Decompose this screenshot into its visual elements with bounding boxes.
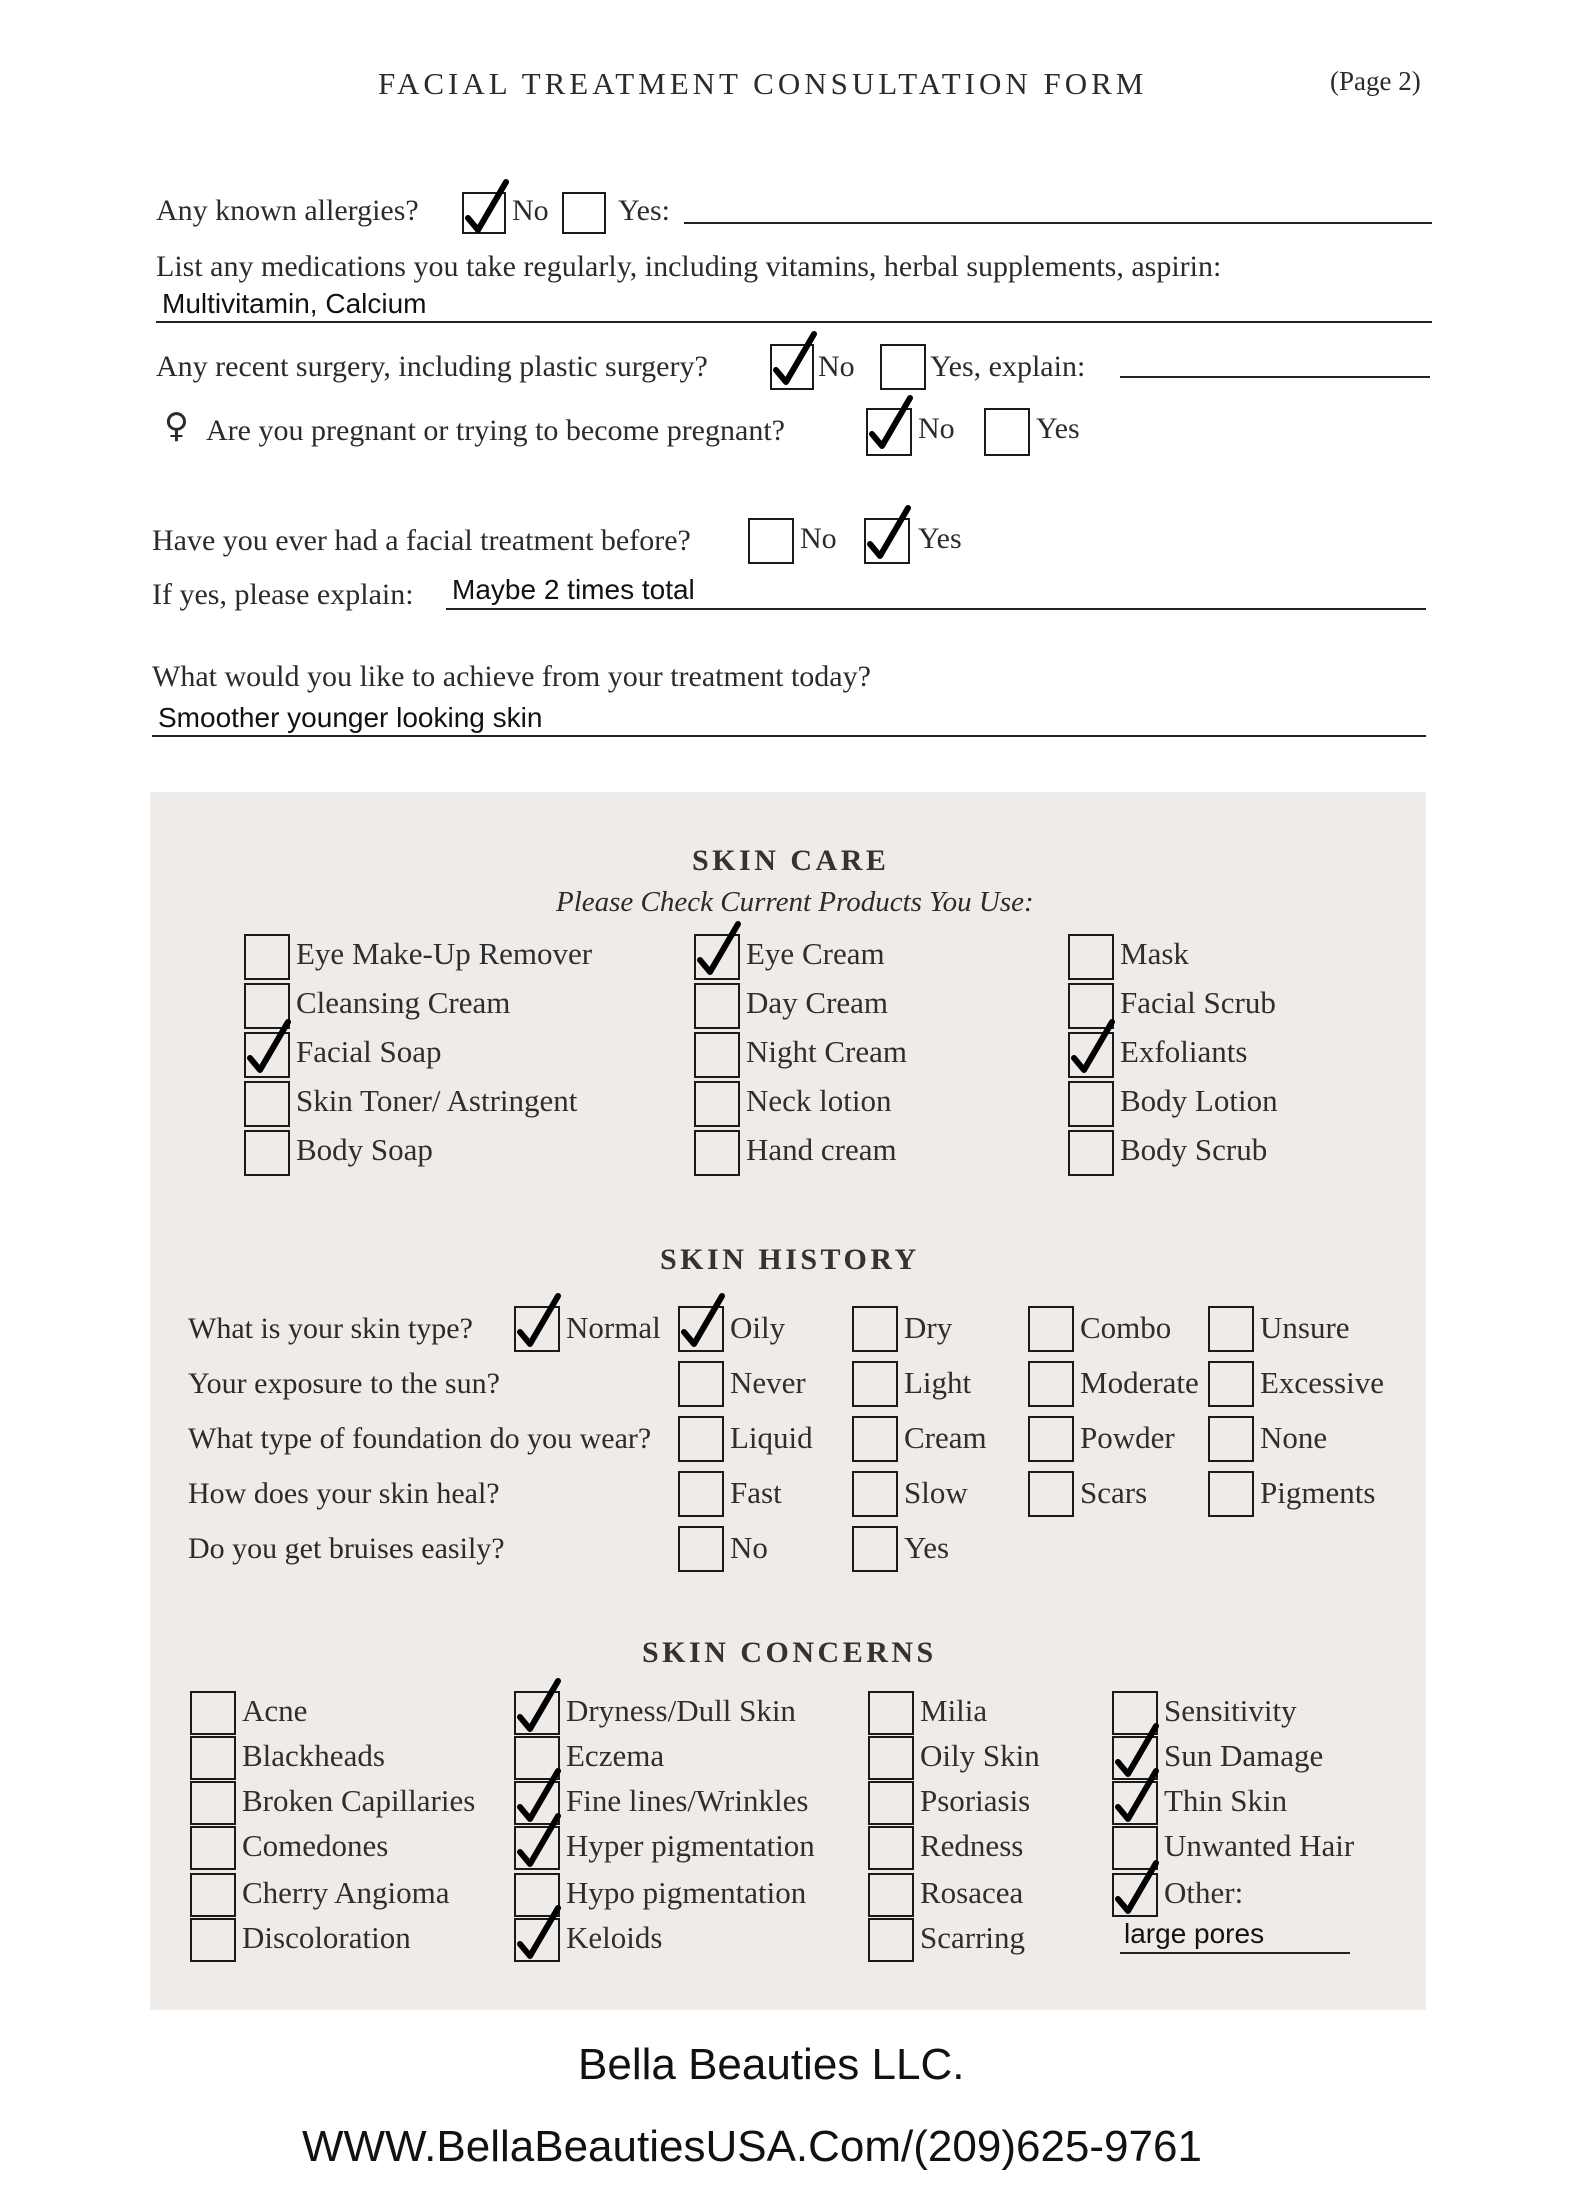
allergies-yes-label: Yes:	[618, 194, 670, 227]
care-body-scrub-label: Body Scrub	[1120, 1132, 1268, 1167]
checkmark-icon	[866, 394, 916, 454]
history-yes-checkbox[interactable]	[852, 1526, 898, 1572]
concern-scarring-checkbox[interactable]	[868, 1918, 914, 1962]
concern-sun-damage-label: Sun Damage	[1164, 1738, 1324, 1773]
explain-label: If yes, please explain:	[152, 578, 414, 611]
surgery-no-label: No	[818, 350, 855, 383]
history-unsure-label: Unsure	[1260, 1310, 1350, 1345]
concern-eczema-label: Eczema	[566, 1738, 665, 1773]
concern-psoriasis-label: Psoriasis	[920, 1783, 1031, 1818]
medications-answer[interactable]: Multivitamin, Calcium	[162, 288, 427, 319]
concern-discoloration-label: Discoloration	[242, 1920, 411, 1955]
history-excessive-label: Excessive	[1260, 1365, 1384, 1400]
skin-care-subtitle: Please Check Current Products You Use:	[556, 886, 1034, 918]
company-contact: WWW.BellaBeautiesUSA.Com/(209)625-9761	[302, 2122, 1202, 2171]
concern-milia-checkbox[interactable]	[868, 1691, 914, 1735]
history-moderate-checkbox[interactable]	[1028, 1361, 1074, 1407]
care-eye-cream-label: Eye Cream	[746, 936, 885, 971]
concern-hyper-pigmentation-label: Hyper pigmentation	[566, 1828, 815, 1863]
checkmark-icon	[514, 1904, 564, 1964]
history-slow-checkbox[interactable]	[852, 1471, 898, 1517]
concern-thin-skin-label: Thin Skin	[1164, 1783, 1288, 1818]
female-icon: ♀	[164, 406, 189, 446]
care-skin-toner-astringent-label: Skin Toner/ Astringent	[296, 1083, 578, 1118]
other-field-line	[1120, 1952, 1350, 1954]
history-question-5: Do you get bruises easily?	[188, 1532, 505, 1565]
surgery-yes-label: Yes, explain:	[930, 350, 1086, 383]
skin-history-title: SKIN HISTORY	[660, 1243, 920, 1276]
checkmark-icon	[514, 1292, 564, 1352]
concern-keloids-label: Keloids	[566, 1920, 663, 1955]
history-combo-checkbox[interactable]	[1028, 1306, 1074, 1352]
care-cleansing-cream-label: Cleansing Cream	[296, 985, 511, 1020]
history-light-checkbox[interactable]	[852, 1361, 898, 1407]
explain-field-line	[446, 608, 1426, 610]
pregnant-no-checkbox[interactable]	[866, 408, 912, 456]
concern-dryness-dull-skin-checkbox[interactable]	[514, 1691, 560, 1735]
explain-answer[interactable]: Maybe 2 times total	[452, 574, 695, 605]
history-never-label: Never	[730, 1365, 806, 1400]
facial-before-label: Have you ever had a facial treatment before?	[152, 524, 691, 557]
history-normal-label: Normal	[566, 1310, 661, 1345]
concern-oily-skin-checkbox[interactable]	[868, 1736, 914, 1780]
achieve-answer[interactable]: Smoother younger looking skin	[158, 702, 543, 733]
care-facial-scrub-label: Facial Scrub	[1120, 985, 1276, 1020]
concern-sensitivity-label: Sensitivity	[1164, 1693, 1297, 1728]
surgery-no-checkbox[interactable]	[770, 344, 814, 390]
care-exfoliants-label: Exfoliants	[1120, 1034, 1248, 1069]
care-body-scrub-checkbox[interactable]	[1068, 1130, 1114, 1176]
care-eye-cream-checkbox[interactable]	[694, 934, 740, 980]
history-yes-label: Yes	[904, 1530, 950, 1565]
history-liquid-checkbox[interactable]	[678, 1416, 724, 1462]
history-question-3: What type of foundation do you wear?	[188, 1422, 652, 1455]
care-body-lotion-checkbox[interactable]	[1068, 1081, 1114, 1127]
care-eye-make-up-remover-label: Eye Make-Up Remover	[296, 936, 593, 971]
history-moderate-label: Moderate	[1080, 1365, 1199, 1400]
facial-before-yes-checkbox[interactable]	[864, 518, 910, 564]
history-none-checkbox[interactable]	[1208, 1416, 1254, 1462]
history-slow-label: Slow	[904, 1475, 968, 1510]
history-oily-label: Oily	[730, 1310, 786, 1345]
concern-psoriasis-checkbox[interactable]	[868, 1781, 914, 1825]
history-liquid-label: Liquid	[730, 1420, 813, 1455]
concern-acne-label: Acne	[242, 1693, 308, 1728]
care-mask-checkbox[interactable]	[1068, 934, 1114, 980]
allergies-no-label: No	[512, 194, 549, 227]
company-name: Bella Beauties LLC.	[578, 2040, 965, 2089]
history-question-1: What is your skin type?	[188, 1312, 473, 1345]
concern-cherry-angioma-label: Cherry Angioma	[242, 1875, 450, 1910]
concern-hyper-pigmentation-checkbox[interactable]	[514, 1826, 560, 1870]
history-question-2: Your exposure to the sun?	[188, 1367, 500, 1400]
pregnant-yes-checkbox[interactable]	[984, 408, 1030, 456]
skin-care-title: SKIN CARE	[692, 844, 890, 877]
care-skin-toner-astringent-checkbox[interactable]	[244, 1081, 290, 1127]
concern-redness-label: Redness	[920, 1828, 1024, 1863]
care-eye-make-up-remover-checkbox[interactable]	[244, 934, 290, 980]
allergies-label: Any known allergies?	[156, 194, 419, 227]
facial-before-no-label: No	[800, 522, 837, 555]
history-dry-label: Dry	[904, 1310, 953, 1345]
history-no-label: No	[730, 1530, 768, 1565]
concern-comedones-checkbox[interactable]	[190, 1826, 236, 1870]
checkmark-icon	[514, 1812, 564, 1872]
surgery-label: Any recent surgery, including plastic surgery?	[156, 350, 708, 383]
history-none-label: None	[1260, 1420, 1328, 1455]
concern-broken-capillaries-label: Broken Capillaries	[242, 1783, 476, 1818]
history-powder-checkbox[interactable]	[1028, 1416, 1074, 1462]
concern-redness-checkbox[interactable]	[868, 1826, 914, 1870]
history-scars-label: Scars	[1080, 1475, 1148, 1510]
checkmark-icon	[244, 1018, 294, 1078]
concern-cherry-angioma-checkbox[interactable]	[190, 1873, 236, 1917]
concern-oily-skin-label: Oily Skin	[920, 1738, 1040, 1773]
checkmark-icon	[462, 178, 512, 238]
concern-other-label: Other:	[1164, 1875, 1244, 1910]
history-no-checkbox[interactable]	[678, 1526, 724, 1572]
history-pigments-checkbox[interactable]	[1208, 1471, 1254, 1517]
medications-label: List any medications you take regularly, including vitamins, herbal supplements, aspirin:	[156, 250, 1222, 283]
history-scars-checkbox[interactable]	[1028, 1471, 1074, 1517]
history-cream-label: Cream	[904, 1420, 987, 1455]
checkmark-icon	[1112, 1859, 1162, 1919]
concern-comedones-label: Comedones	[242, 1828, 389, 1863]
concern-rosacea-checkbox[interactable]	[868, 1873, 914, 1917]
concern-milia-label: Milia	[920, 1693, 988, 1728]
history-fast-label: Fast	[730, 1475, 782, 1510]
allergies-yes-checkbox[interactable]	[562, 192, 606, 234]
care-facial-soap-checkbox[interactable]	[244, 1032, 290, 1078]
achieve-field-line	[152, 735, 1426, 737]
checkmark-icon	[694, 920, 744, 980]
checkmark-icon	[1112, 1767, 1162, 1827]
concern-other-checkbox[interactable]	[1112, 1873, 1158, 1917]
care-body-soap-checkbox[interactable]	[244, 1130, 290, 1176]
concern-fine-lines-wrinkles-label: Fine lines/Wrinkles	[566, 1783, 809, 1818]
concern-broken-capillaries-checkbox[interactable]	[190, 1781, 236, 1825]
allergies-no-checkbox[interactable]	[462, 192, 506, 234]
checkmark-icon	[1068, 1018, 1118, 1078]
concern-blackheads-checkbox[interactable]	[190, 1736, 236, 1780]
achieve-label: What would you like to achieve from your treatment today?	[152, 660, 871, 693]
facial-before-yes-label: Yes	[918, 522, 962, 555]
care-day-cream-checkbox[interactable]	[694, 983, 740, 1029]
concern-scarring-label: Scarring	[920, 1920, 1026, 1955]
pregnant-yes-label: Yes	[1036, 412, 1080, 445]
history-cream-checkbox[interactable]	[852, 1416, 898, 1462]
history-excessive-checkbox[interactable]	[1208, 1361, 1254, 1407]
care-neck-lotion-checkbox[interactable]	[694, 1081, 740, 1127]
pregnant-no-label: No	[918, 412, 955, 445]
care-exfoliants-checkbox[interactable]	[1068, 1032, 1114, 1078]
concern-dryness-dull-skin-label: Dryness/Dull Skin	[566, 1693, 796, 1728]
history-oily-checkbox[interactable]	[678, 1306, 724, 1352]
concern-hypo-pigmentation-label: Hypo pigmentation	[566, 1875, 807, 1910]
medications-field-line	[156, 321, 1432, 323]
concern-rosacea-label: Rosacea	[920, 1875, 1024, 1910]
care-night-cream-checkbox[interactable]	[694, 1032, 740, 1078]
concern-thin-skin-checkbox[interactable]	[1112, 1781, 1158, 1825]
history-dry-checkbox[interactable]	[852, 1306, 898, 1352]
form-title: FACIAL TREATMENT CONSULTATION FORM	[378, 66, 1148, 101]
history-powder-label: Powder	[1080, 1420, 1175, 1455]
allergies-yes-field[interactable]	[684, 222, 1432, 224]
care-hand-cream-label: Hand cream	[746, 1132, 897, 1167]
history-light-label: Light	[904, 1365, 972, 1400]
care-body-lotion-label: Body Lotion	[1120, 1083, 1278, 1118]
care-neck-lotion-label: Neck lotion	[746, 1083, 892, 1118]
history-pigments-label: Pigments	[1260, 1475, 1376, 1510]
checkmark-icon	[770, 330, 820, 390]
concern-discoloration-checkbox[interactable]	[190, 1918, 236, 1962]
concern-keloids-checkbox[interactable]	[514, 1918, 560, 1962]
checkmark-icon	[864, 504, 914, 564]
history-fast-checkbox[interactable]	[678, 1471, 724, 1517]
history-normal-checkbox[interactable]	[514, 1306, 560, 1352]
checkmark-icon	[514, 1677, 564, 1737]
surgery-explain-field[interactable]	[1120, 376, 1430, 378]
other-answer[interactable]: large pores	[1124, 1918, 1265, 1949]
checkmark-icon	[678, 1292, 728, 1352]
concern-unwanted-hair-label: Unwanted Hair	[1164, 1828, 1355, 1863]
skin-concerns-title: SKIN CONCERNS	[642, 1636, 937, 1669]
care-mask-label: Mask	[1120, 936, 1189, 971]
pregnant-label: Are you pregnant or trying to become pregnant?	[206, 414, 785, 447]
facial-before-no-checkbox[interactable]	[748, 518, 794, 564]
care-night-cream-label: Night Cream	[746, 1034, 907, 1069]
page-number: (Page 2)	[1330, 66, 1421, 96]
care-hand-cream-checkbox[interactable]	[694, 1130, 740, 1176]
concern-blackheads-label: Blackheads	[242, 1738, 385, 1773]
history-unsure-checkbox[interactable]	[1208, 1306, 1254, 1352]
care-facial-soap-label: Facial Soap	[296, 1034, 442, 1069]
concern-acne-checkbox[interactable]	[190, 1691, 236, 1735]
care-body-soap-label: Body Soap	[296, 1132, 433, 1167]
care-day-cream-label: Day Cream	[746, 985, 889, 1020]
history-question-4: How does your skin heal?	[188, 1477, 500, 1510]
surgery-yes-checkbox[interactable]	[880, 344, 926, 390]
history-combo-label: Combo	[1080, 1310, 1172, 1345]
history-never-checkbox[interactable]	[678, 1361, 724, 1407]
